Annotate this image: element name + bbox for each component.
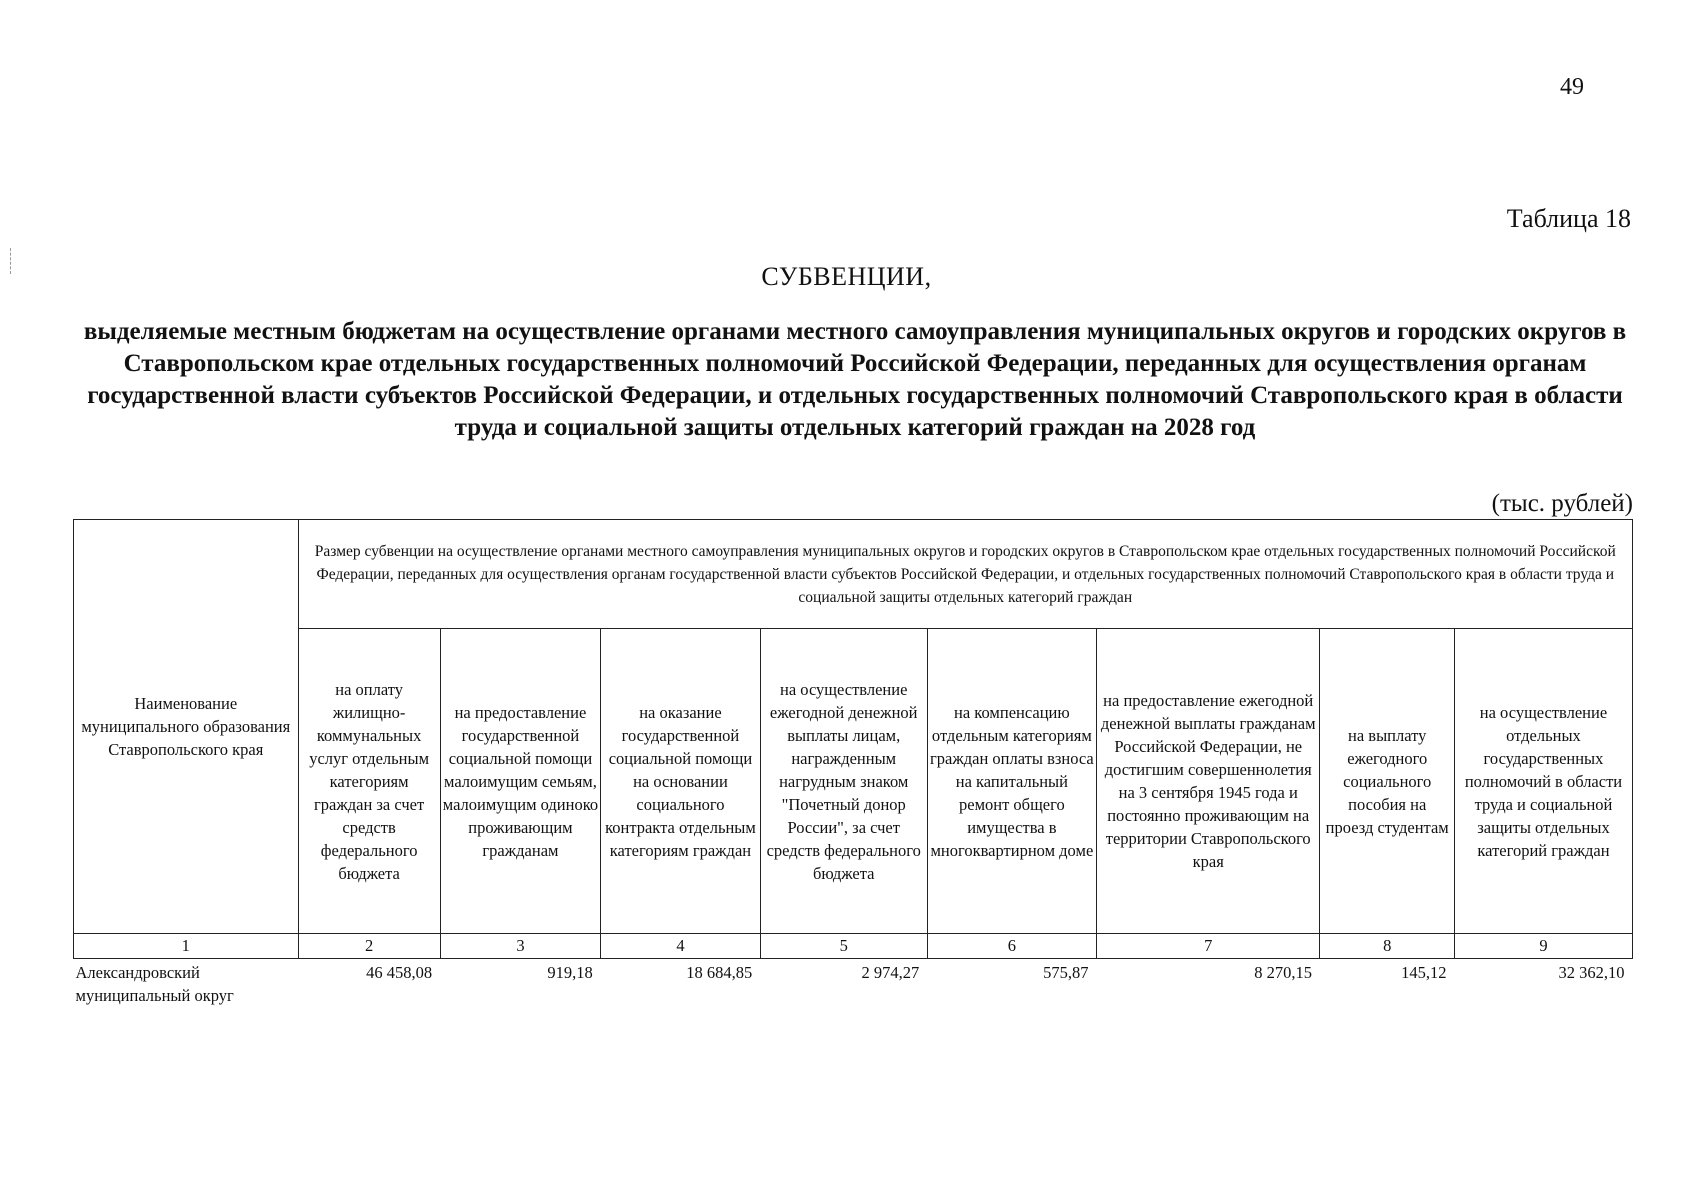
column-number: 7 <box>1096 934 1319 959</box>
value-cell: 2 974,27 <box>861 963 920 982</box>
column-number: 9 <box>1454 934 1632 959</box>
header-col-3: на предоставление государственной социальной помощи малоимущим семьям, малоимущим одиноко проживающим гражданам <box>440 629 601 934</box>
column-number: 4 <box>601 934 760 959</box>
header-col-4: на оказание государственной социальной помощи на основании социального контракта отдельным категориям граждан <box>601 629 760 934</box>
value-cell: 575,87 <box>1043 963 1089 982</box>
document-title: СУБВЕНЦИИ, <box>761 262 932 291</box>
value-cell: 145,12 <box>1401 963 1447 982</box>
header-col-5: на осуществление ежегодной денежной выплаты лицам, награжденным нагрудным знаком "Почетный донор России", за счет средств федерального бюджета <box>760 629 927 934</box>
column-number: 8 <box>1320 934 1455 959</box>
value-cell: 919,18 <box>547 963 593 982</box>
table-row <box>74 959 1633 1010</box>
value-cell: 32 362,10 <box>1558 963 1625 982</box>
subsidy-table <box>73 519 1633 1009</box>
column-number: 3 <box>440 934 601 959</box>
header-col-9: на осуществление отдельных государственных полномочий в области труда и социальной защиты отдельных категорий граждан <box>1454 629 1632 934</box>
header-col-8: на выплату ежегодного социального пособия на проезд студентам <box>1320 629 1455 934</box>
header-col-6: на компенсацию отдельным категориям граждан оплаты взноса на капитальный ремонт общего имущества в многоквартирном доме <box>927 629 1096 934</box>
column-number: 1 <box>74 934 299 959</box>
column-number: 2 <box>298 934 440 959</box>
municipality-name: Александровский муниципальный округ <box>75 963 234 1005</box>
units-label: (тыс. рублей) <box>1491 490 1633 517</box>
document-subtitle: выделяемые местным бюджетам на осуществление органами местного самоуправления муниципальных округов и городских округов в Ставропольском крае отдельных государственных полномочий Российской Федерации, переданных для осуществления органам государственной власти субъектов Российской Федерации, и отдельных государственных полномочий Ставропольского края в области труда и социальной защиты отдельных категорий граждан на 2028 год <box>83 318 1627 441</box>
value-cell: 18 684,85 <box>686 963 753 982</box>
header-col-2: на оплату жилищно-коммунальных услуг отдельным категориям граждан за счет средств федерального бюджета <box>298 629 440 934</box>
value-cell: 8 270,15 <box>1254 963 1312 982</box>
column-number: 5 <box>760 934 927 959</box>
column-number: 6 <box>927 934 1096 959</box>
header-municipality-name: Наименование муниципального образования Ставропольского края <box>74 520 299 934</box>
header-col-7: на предоставление ежегодной денежной выплаты гражданам Российской Федерации, не достигшим совершеннолетия на 3 сентября 1945 года и постоянно проживающим на территории Ставропольского края <box>1096 629 1319 934</box>
page-number: 49 <box>1560 74 1584 100</box>
table-label: Таблица 18 <box>1506 204 1631 233</box>
header-subsidy-group: Размер субвенции на осуществление органами местного самоуправления муниципальных округов и городских округов в Ставропольском крае отдельных государственных полномочий Российской Федерации, переданных для осуществления органам государственной власти субъектов Российской Федерации, и отдельных государственных полномочий Ставропольского края в области труда и социальной защиты отдельных категорий граждан <box>298 520 1632 629</box>
value-cell: 46 458,08 <box>366 963 433 982</box>
